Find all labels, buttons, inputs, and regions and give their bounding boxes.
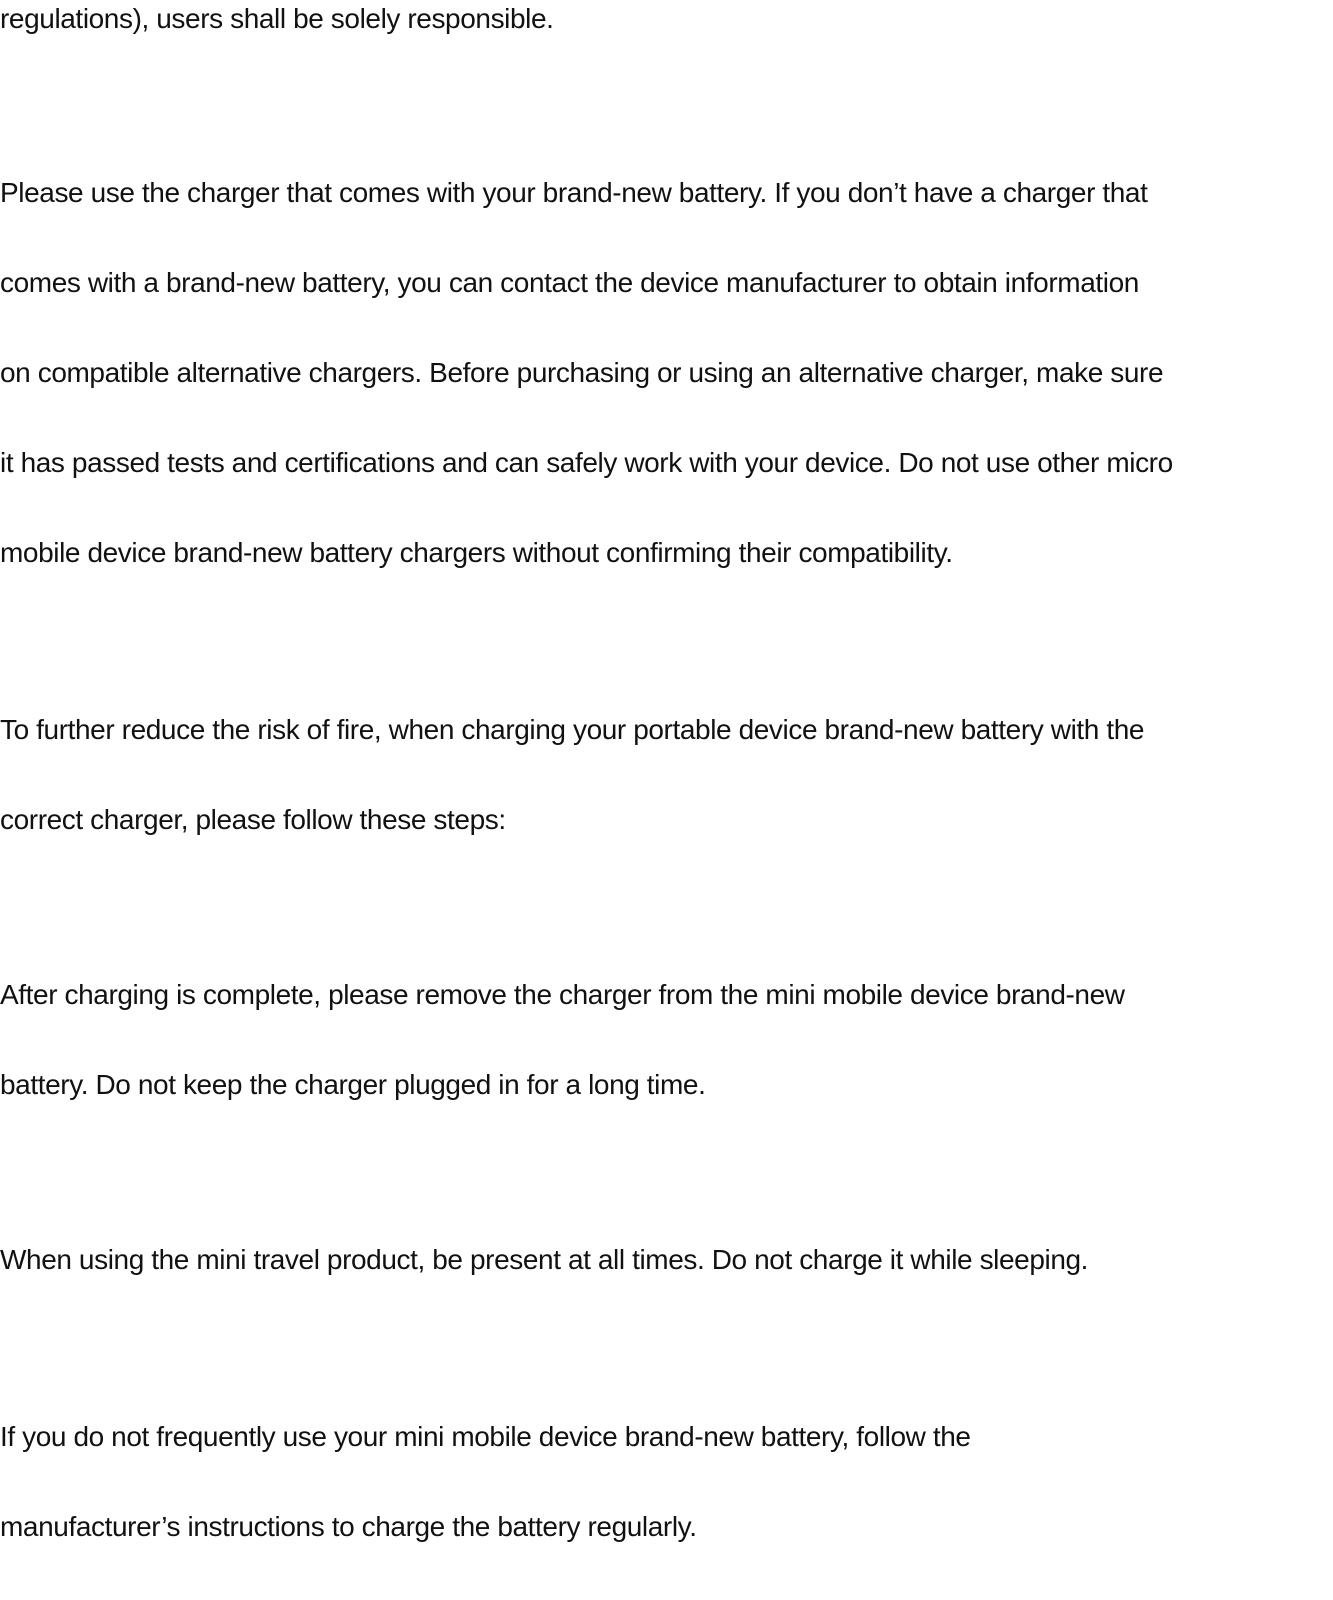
text-line: correct charger, please follow these steps:: [0, 804, 506, 835]
text-line: When using the mini travel product, be present at all times. Do not charge it while sleeping.: [0, 1244, 1089, 1275]
text-line: it has passed tests and certifications and can safely work with your device. Do not use other micro: [0, 447, 1173, 478]
text-line: manufacturer’s instructions to charge the battery regularly.: [0, 1511, 697, 1542]
text-line: regulations), users shall be solely responsible.: [0, 3, 554, 34]
text-line: Please use the charger that comes with your brand-new battery. If you don’t have a charger that: [0, 177, 1148, 208]
text-line: battery. Do not keep the charger plugged in for a long time.: [0, 1069, 706, 1100]
text-line: comes with a brand-new battery, you can contact the device manufacturer to obtain information: [0, 267, 1139, 298]
text-line: To further reduce the risk of fire, when charging your portable device brand-new battery with the: [0, 714, 1145, 745]
text-line: on compatible alternative chargers. Before purchasing or using an alternative charger, make sure: [0, 357, 1164, 388]
text-line: mobile device brand-new battery chargers without confirming their compatibility.: [0, 537, 953, 568]
text-line: After charging is complete, please remove the charger from the mini mobile device brand-new: [0, 979, 1125, 1010]
text-line: If you do not frequently use your mini mobile device brand-new battery, follow the: [0, 1421, 971, 1452]
